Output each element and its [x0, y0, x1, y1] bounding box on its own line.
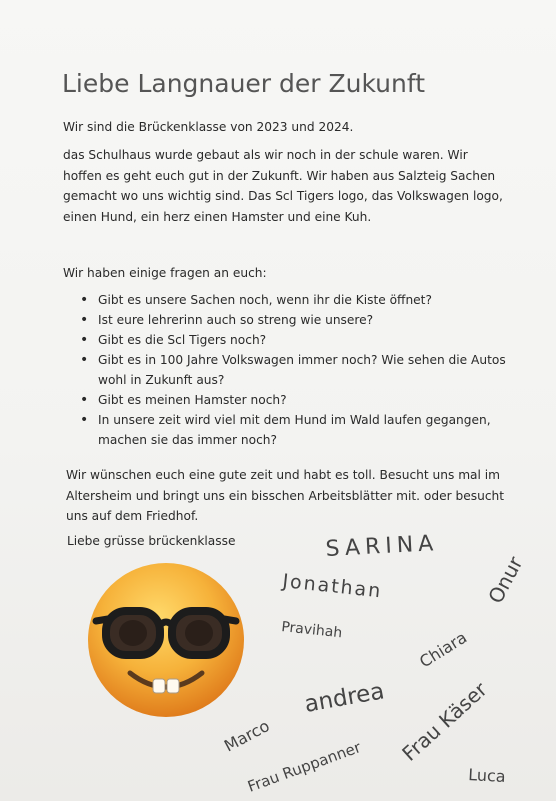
signature-pravihah: Pravihah [280, 619, 343, 642]
letter-title: Liebe Langnauer der Zukunft [62, 69, 426, 98]
signature-sarina: SARINA [325, 531, 439, 562]
question-item: • Ist eure lehrerinn auch so streng wie unsere? [76, 310, 516, 330]
body-paragraph: das Schulhaus wurde gebaut als wir noch in der schule waren. Wir hoffen es geht euch gut in der Zukunft. Wir haben aus Salzteig Sachen gemacht wo uns wichtig sind. Das Scl Tigers logo, das Volkswagen logo, einen Hund, ein herz einen Hamster und eine Kuh. [63, 148, 503, 224]
signature-frau-kaeser: Frau Käser [397, 677, 492, 766]
signature-frau-ruppanner: Frau Ruppanner [245, 738, 364, 796]
question-item: • In unsere zeit wird viel mit dem Hund im Wald laufen gegangen, machen sie das immer noch? [76, 410, 516, 450]
question-item: • Gibt es die Scl Tigers noch? [76, 330, 516, 350]
greeting-line: Liebe grüsse brückenklasse [67, 534, 236, 548]
questions-lead: Wir haben einige fragen an euch: [63, 266, 267, 280]
question-item: • Gibt es unsere Sachen noch, wenn ihr die Kiste öffnet? [76, 290, 516, 310]
signature-luca: Luca [467, 765, 507, 786]
intro-line: Wir sind die Brückenklasse von 2023 und 2024. [63, 120, 354, 134]
closing-paragraph: Wir wünschen euch eine gute zeit und habt es toll. Besucht uns mal im Altersheim und bringt uns ein bisschen Arbeitsblätter mit. oder besucht uns auf dem Friedhof. [66, 468, 505, 523]
signature-marco: Marco [220, 716, 273, 756]
question-item: • Gibt es meinen Hamster noch? [76, 390, 516, 410]
signature-jonathan: Jonathan [281, 570, 384, 603]
signature-chiara: Chiara [416, 627, 471, 672]
signature-andrea: andrea [302, 678, 387, 718]
question-item: • Gibt es in 100 Jahre Volkswagen immer noch? Wie sehen die Autos wohl in Zukunft aus? [76, 350, 516, 390]
signature-onur: Onur [483, 552, 528, 608]
